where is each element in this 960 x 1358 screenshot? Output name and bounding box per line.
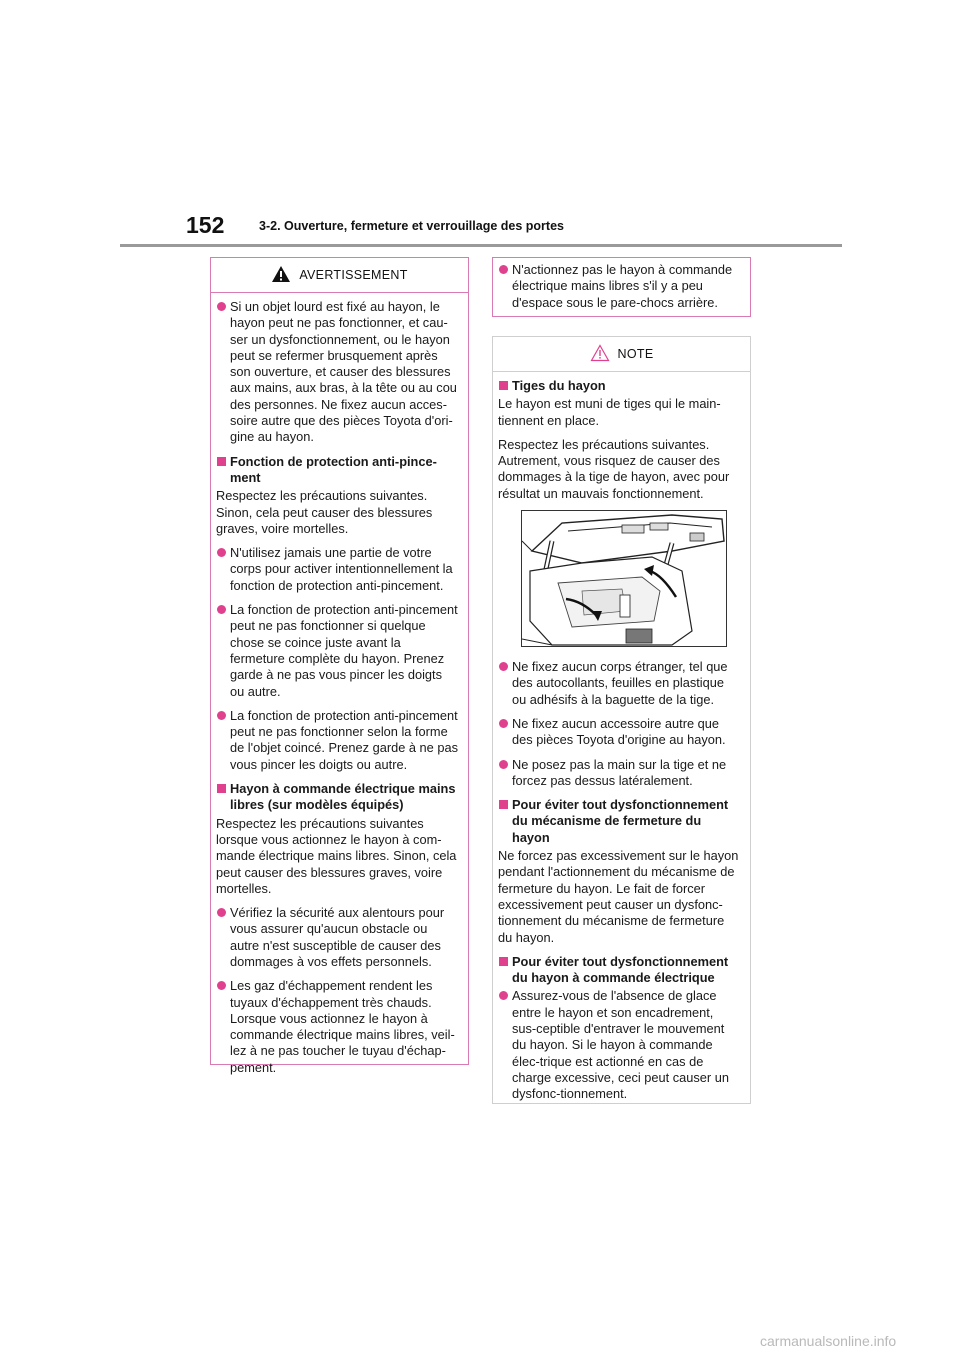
section-heading [216,781,458,814]
list-item-text: Les gaz d'échappement rendent les tuyaux d'échappement très chauds. Lorsque vous actionnez le hayon à commande électrique mains libres, veil-lez à ne pas toucher le tuyau d'échap-pement. [230,978,455,1075]
paragraph [216,488,458,537]
heading-square-icon [499,800,508,809]
bullet-dot-icon [217,605,226,614]
bullet-dot-icon [499,265,508,274]
list-item-text: N'actionnez pas le hayon à commande électrique mains libres s'il y a peu d'espace sous le pare-chocs arrière. [512,262,733,310]
paragraph-text: Le hayon est muni de tiges qui le main-tiennent en place. [498,396,721,428]
list-item [216,905,458,970]
bullet-dot-icon [217,981,226,990]
bullet-dot-icon [499,991,508,1000]
section-heading [498,954,740,987]
section-heading-text: Hayon à commande électrique mains libres (sur modèles équipés) [230,781,456,813]
bullet-dot-icon [499,662,508,671]
list-item-text: N'utilisez jamais une partie de votre corps pour activer intentionnellement la fonction de protection anti-pincement. [230,545,453,593]
heading-square-icon [217,457,226,466]
warning-box [210,257,469,1075]
paragraph [498,396,740,429]
chapter-title: 3-2. Ouverture, fermeture et verrouillage des portes [259,219,564,233]
paragraph [498,437,740,502]
section-heading-text: Pour éviter tout dysfonctionnement du hayon à commande électrique [512,953,729,986]
note-box-body [493,372,750,1121]
section-heading-text: Tiges du hayon [512,378,606,393]
paragraph-text: Ne forcez pas excessivement sur le hayon pendant l'actionnement du mécanisme de fermeture du hayon. Le fait de forcer excessivement peut causer un dysfonc-tionnement du mécanisme de fermeture du hayon. [498,848,739,945]
list-item-text: Vérifiez la sécurité aux alentours pour vous assurer qu'aucun obstacle ou autre n'est susceptible de causer des dommages à vos effets personnels. [230,905,445,969]
page-number: 152 [186,212,225,238]
paragraph-text: Respectez les précautions suivantes lorsque vous actionnez le hayon à com-mande électrique mains libres. Sinon, cela peut causer des blessures graves, voire mortelles. [216,815,457,896]
list-item [216,299,458,446]
section-heading [498,378,740,394]
list-item-text: Ne fixez aucun accessoire autre que des pièces Toyota d'origine au hayon. [512,715,726,748]
paragraph [498,848,740,946]
caution-triangle-icon [590,344,610,365]
paragraph-text: Respectez les précautions suivantes. Sinon, cela peut causer des blessures graves, voire mortelles. [216,488,433,536]
bullet-dot-icon [499,719,508,728]
warning-box-title: AVERTISSEMENT [299,268,408,282]
list-item [498,262,740,311]
list-item [216,602,458,700]
watermark: carmanualsonline.info [760,1333,897,1349]
bullet-dot-icon [217,302,226,311]
section-heading-text: Fonction de protection anti-pince-ment [230,453,437,485]
note-box [492,336,751,1104]
warning-box-body [211,293,468,1094]
warning-continuation-box [492,257,751,317]
section-heading [498,797,740,846]
heading-square-icon [499,957,508,966]
note-box-title: NOTE [617,347,654,361]
bullet-dot-icon [217,908,226,917]
tailgate-strut-illustration [521,510,727,647]
warning-triangle-icon [271,265,291,286]
header-rule [120,244,842,247]
warning-box-header [211,258,468,293]
list-item-text: Ne fixez aucun corps étranger, tel que des autocollants, feuilles en plastique ou adhésifs à la baguette de la tige. [512,659,728,707]
bullet-dot-icon [499,760,508,769]
list-item-text: La fonction de protection anti-pincement peut ne pas fonctionner selon la forme de l'objet coincé. Prenez garde à ne pas vous pincer les doigts ou autre. [230,707,458,772]
bullet-dot-icon [217,711,226,720]
list-item [498,716,740,749]
list-item [498,757,740,790]
heading-square-icon [217,784,226,793]
list-item-text: Si un objet lourd est fixé au hayon, le hayon peut ne pas fonctionner, et cau-ser un dysfonctionnement, ou le hayon peut se refermer brusquement après son ouverture, et causer des blessures aux mains, aux bras, à la tête ou au cou des personnes. Ne fixez aucun acces-soire autre que des pièces Toyota d'ori-gine au hayon. [230,299,457,445]
list-item-text: Ne posez pas la main sur la tige et ne forcez pas dessus latéralement. [512,756,727,788]
paragraph-text: Respectez les précautions suivantes. Autrement, vous risquez de causer des dommages à la tige de hayon, avec pour résultat un mauvais fonctionnement. [498,436,730,501]
bullet-dot-icon [217,548,226,557]
note-box-header [493,337,750,372]
list-item [498,988,740,1102]
paragraph [216,816,458,897]
section-heading [216,454,458,487]
section-heading-text: Pour éviter tout dysfonctionnement du mécanisme de fermeture du hayon [512,797,729,845]
list-item-text: La fonction de protection anti-pincement peut ne pas fonctionner si quelque chose se coince juste avant la fermeture complète du hayon. Prenez garde à ne pas vous pincer les doigts ou autre. [230,602,458,699]
list-item [216,978,458,1076]
list-item [216,708,458,773]
heading-square-icon [499,381,508,390]
list-item [216,545,458,594]
list-item [498,659,740,708]
list-item-text: Assurez-vous de l'absence de glace entre le hayon et son encadrement, sus-ceptible d'entraver le mouvement du hayon. Si le hayon à commande élec-trique est actionné en cas de charge excessive, ceci peut causer un dysfonc-tionnement. [512,988,729,1102]
